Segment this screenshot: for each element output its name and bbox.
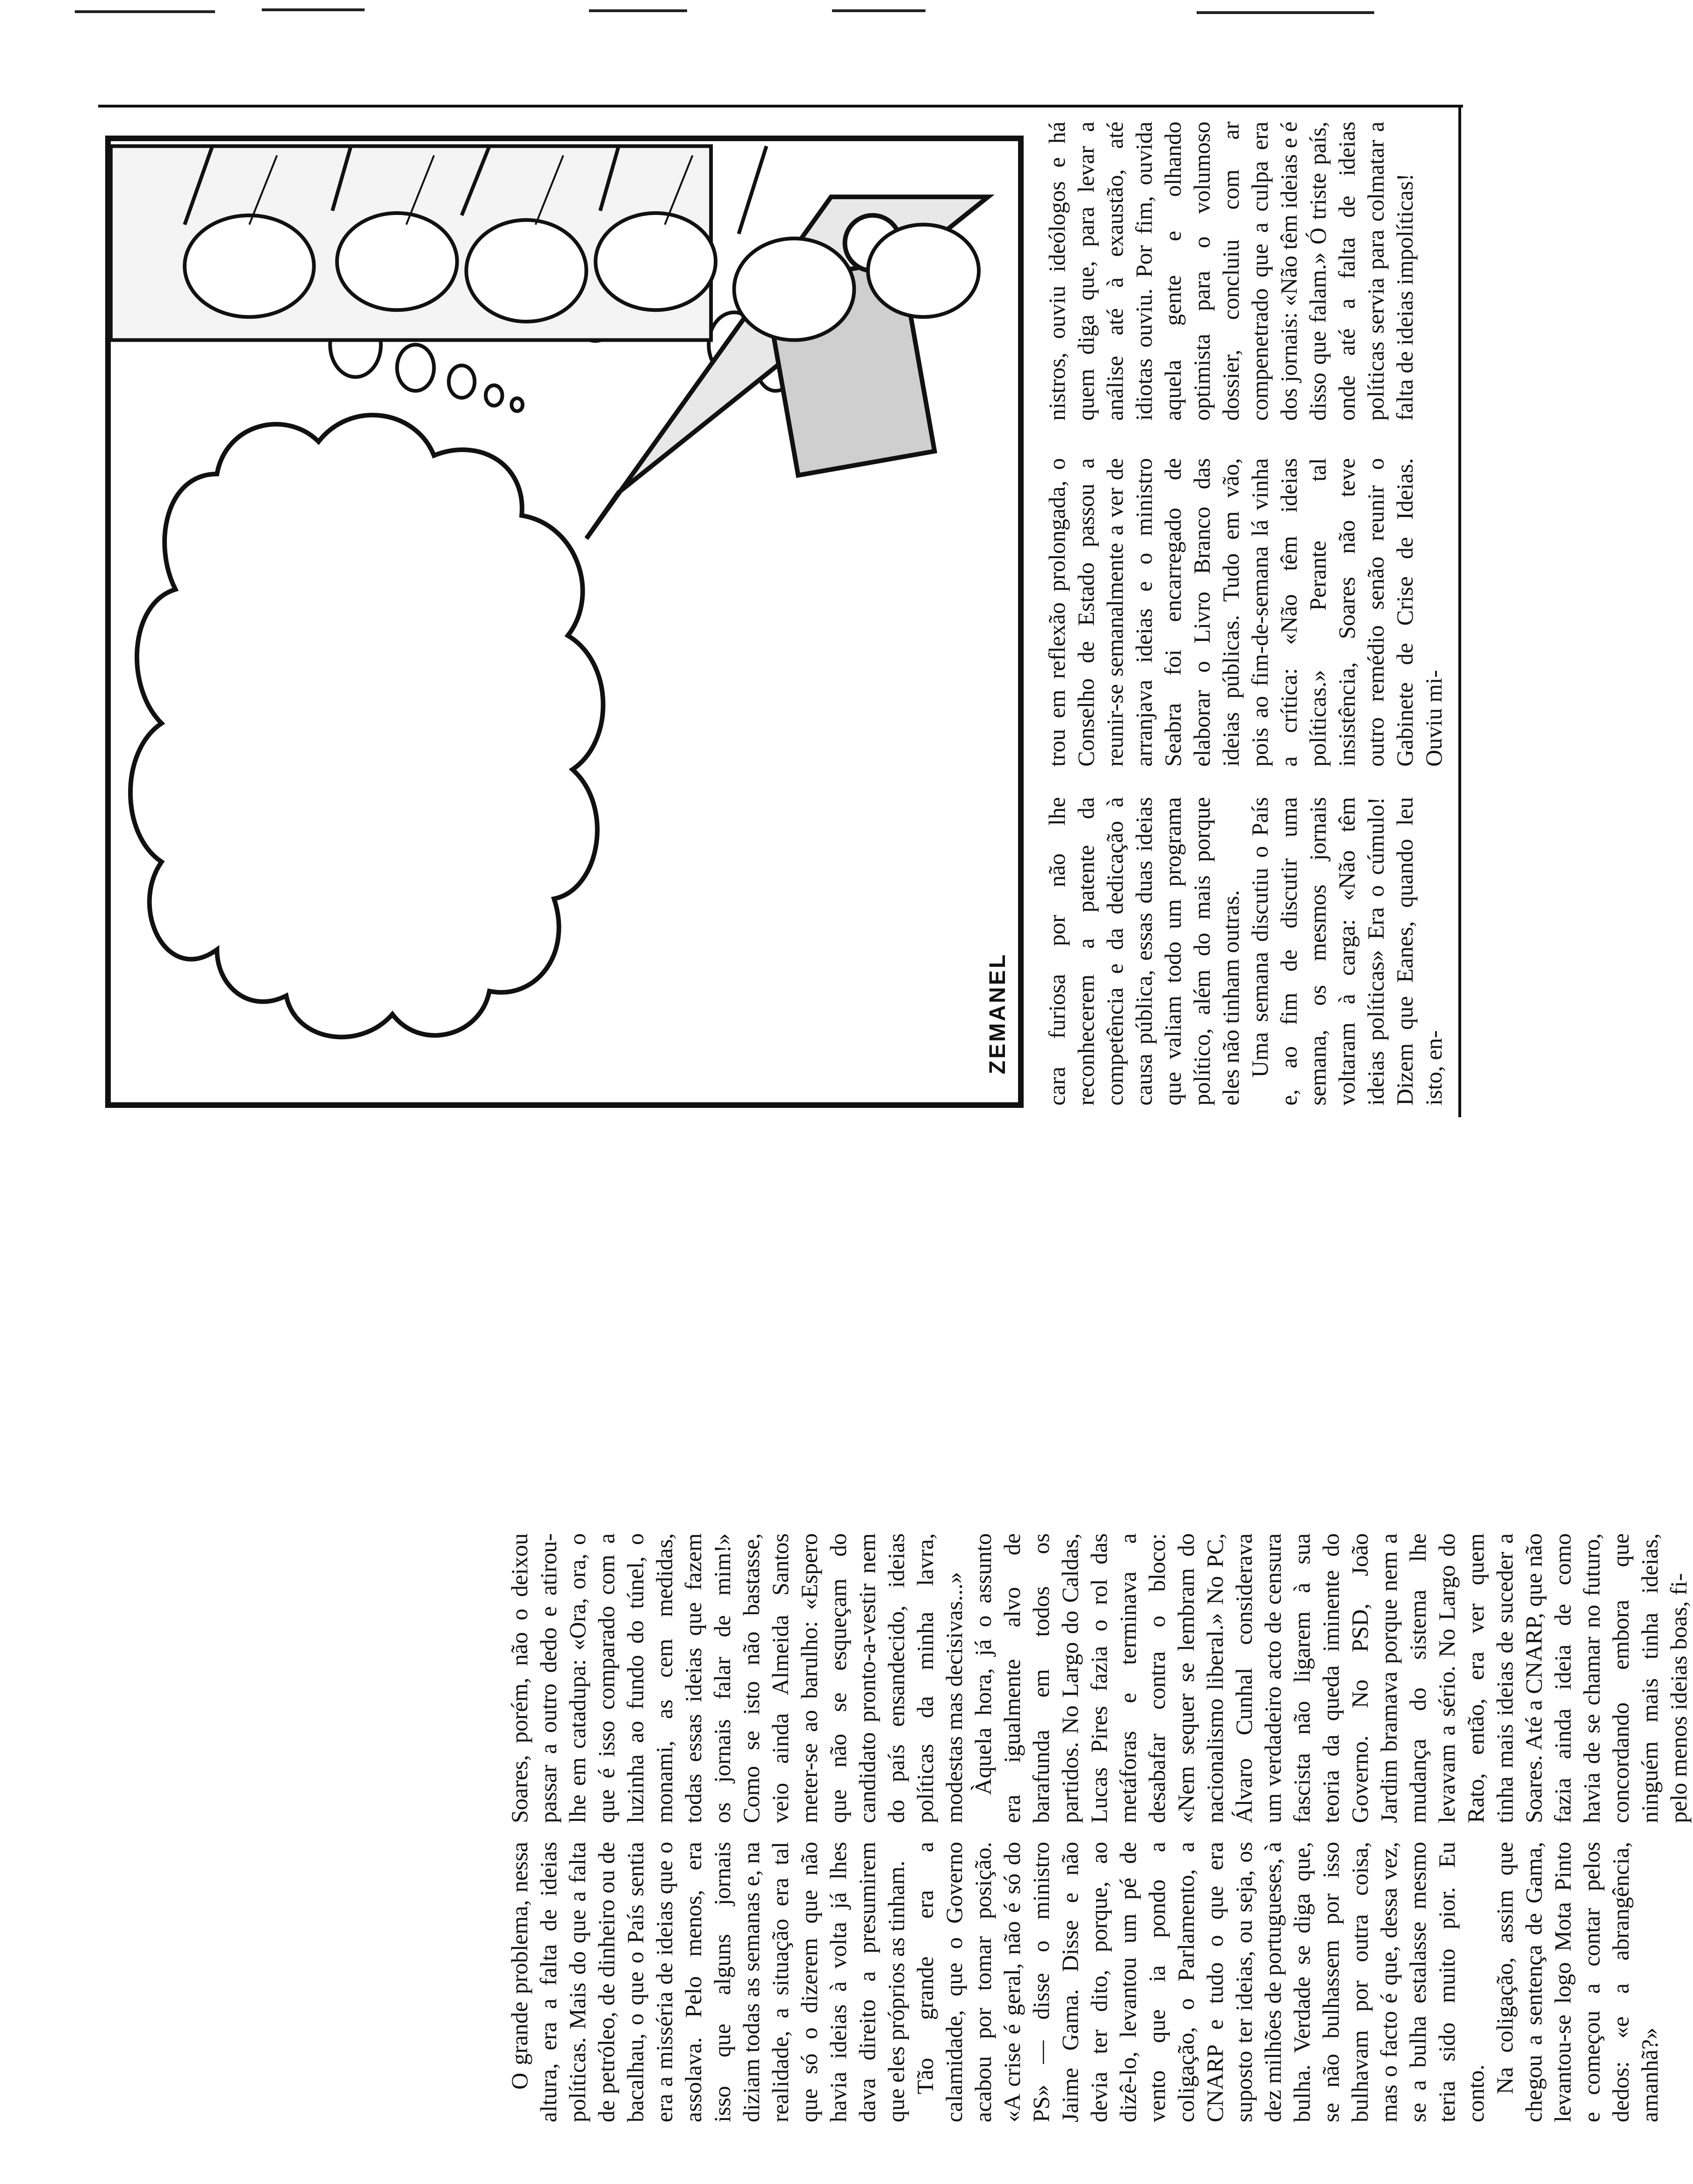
article-column-5 xyxy=(1042,458,1448,767)
thought-cloud xyxy=(130,415,603,1037)
article-column-6 xyxy=(1042,122,1419,421)
cartoon-illustration xyxy=(105,136,1024,1108)
page-border xyxy=(1458,108,1461,1117)
paragraph: Soares, porém, não o deixou passar a outro dedo e atirou-lhe em catadupa: «Ora, ora, o que é isso comparado com a luzinha ao fundo do túnel, o monami, as cem medidas, todas essas ideias que fazem os jornais falar de mim!» Como se isto não bastasse, veio ainda Almeida Santos meter-se ao barulho: «Espero que não se esqueçam do candidato pronto-a-vestir nem do país ensandecido, ideias políticas da minha lavra, modestas mas decisivas...» xyxy=(506,1533,967,1823)
article-column-2 xyxy=(505,1533,1693,1823)
cartoon-drawing xyxy=(111,141,1018,1102)
paragraph: O grande problema, nessa altura, era a falta de ideias políticas. Mais do que a falta de petróleo, de dinheiro ou de bacalhau, o que o País sentia era a misséria de ideias que o assolava. Pelo menos, era isso que alguns jornais diziam todas as semanas e, na realidade, a situação era tal que só o dizerem que não havia ideias à volta já lhes dava direito a presumirem que eles próprios as tinham. xyxy=(506,1842,909,2122)
paragraph: cara furiosa por não lhe reconhecerem a patente da competência e da dedicação à causa pública, essas duas ideias que valiam todo um programa político, além do mais porque eles não tinham outras. xyxy=(1044,797,1244,1106)
scan-artifact xyxy=(589,9,687,12)
paragraph: trou em reflexão prolongada, o Conselho de Estado passou a reunir-se semanalmente a ver de arranjava ideias e o ministro Seabra foi encarregado de elaborar o Livro Branco das ideias públicas. Tudo em vão, pois ao fim-de-semana lá vinha a crítica: «Não têm ideias políticas.» Perante tal insistência, Soares não teve outro remédio senão reunir o Gabinete de Crise de Ideias. Ouviu mi- xyxy=(1044,458,1447,767)
page-border xyxy=(98,105,1463,108)
artist-signature: ZEMANEL xyxy=(985,953,1010,1074)
scan-artifact xyxy=(1197,11,1374,14)
paragraph: Àquela hora, já o assunto era igualmente alvo de barafunda em todos os partidos. No Largo do Caldas, Lucas Pires fazia o rol das metáforas e terminava a desabafar contra o bloco: «Nem sequer se lembram do nacionalismo liberal.» No PC, Álvaro Cunhal considerava um verdadeiro acto de censura fascista não ligarem à sua teoria da queda iminente do Governo. No PSD, João Jardim bramava porque nem a mudança do sistema lhe levavam a sério. No Largo do Rato, então, era ver quem tinha mais ideias de suceder a Soares. Até a CNARP, que não fazia ainda ideia de como havia de se chamar no futuro, concordando embora que ninguém mais tinha ideias, pelo menos ideias boas, fi- xyxy=(970,1533,1692,1823)
paragraph: Tão grande era a calamidade, que o Governo acabou por tomar posição. «A crise é geral, não é só do PS» — disse o ministro Jaime Gama. Disse e não devia ter dito, porque, ao dizê-lo, levantou um pé de vento que ia pondo a coligação, o Parlamento, a CNARP e tudo o que era suposto ter ideias, ou seja, os dez milhões de portugueses, à bulha. Verdade se diga que, se não bulhassem por isso bulhavam por outra coisa, mas o facto é que, dessa vez, se a bulha estalasse mesmo teria sido muito pior. Eu conto. xyxy=(912,1842,1489,2122)
scan-artifact xyxy=(832,9,925,12)
scan-artifact xyxy=(262,8,365,11)
paragraph: Uma semana discutiu o País e, ao fim de discutir uma semana, os mesmos jornais voltaram à carga: «Não têm ideias políticas» Era o cúmulo! Dizem que Eanes, quando leu isto, en- xyxy=(1247,797,1447,1106)
rotated-newspaper-page xyxy=(19,47,1692,2150)
paragraph: Na coligação, assim que chegou a sentença de Gama, levantou-se logo Mota Pinto e começou a contar pelos dedos: «e a abrangência, amanhã?» xyxy=(1492,1842,1663,2122)
paragraph: nistros, ouviu ideólogos e há quem diga que, para levar a análise até à exaustão, até idiotas ouviu. Por fim, ouvida aquela gente e olhando optimista para o volumoso dossier, concluiu com ar compenetrado que a culpa era dos jornais: «Não têm ideias e é disso que falam.» Ó triste país, onde até a falta de ideias políticas servia para colmatar a falta de ideias impolíticas! xyxy=(1044,122,1418,421)
article-column-4 xyxy=(1042,797,1448,1106)
scan-artifact xyxy=(75,10,215,13)
article-column-1 xyxy=(505,1842,1664,2122)
